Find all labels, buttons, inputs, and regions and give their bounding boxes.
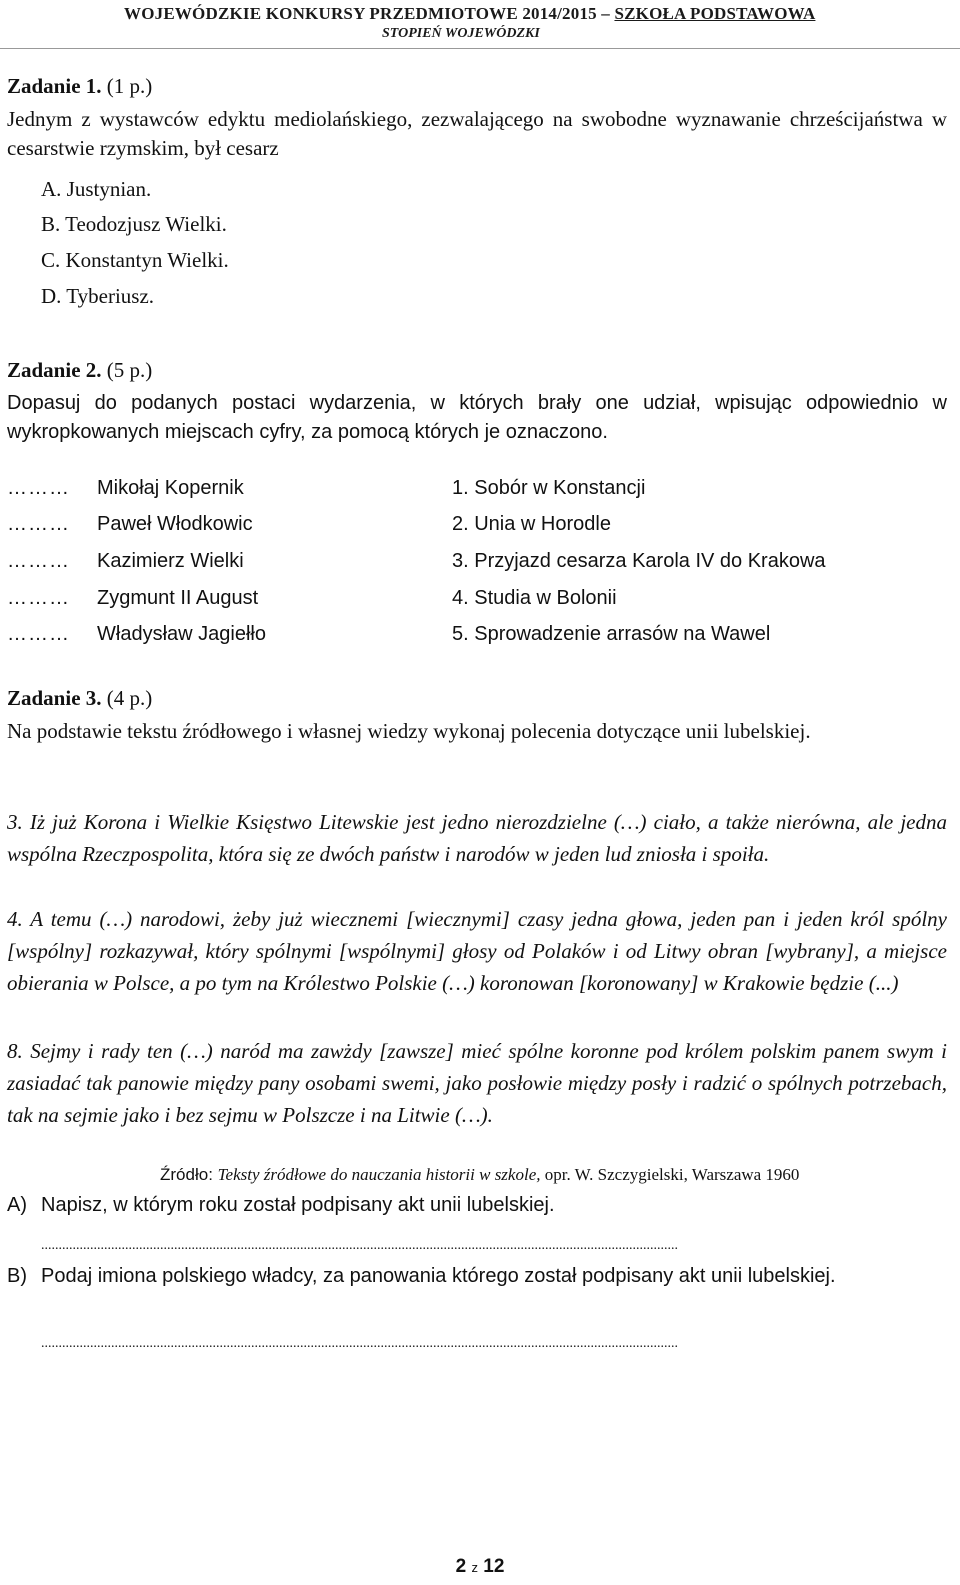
task2-event-2: 2. Unia w Horodle	[452, 513, 611, 535]
task2-person-5	[7, 623, 266, 646]
total-pages: 12	[483, 1556, 505, 1577]
task1-question: Jednym z wystawców edyktu mediolańskiego, zezwalającego na swobodne wyznawanie chrześcijaństwa w cesarstwie rzymskim, był cesarz	[7, 107, 947, 160]
header-divider	[0, 48, 960, 49]
task2-event-3: 3. Przyjazd cesarza Karola IV do Krakowa	[452, 550, 826, 572]
question-label: A)	[7, 1194, 27, 1216]
answer-line-b[interactable]: ......................................................................................................................................................................................	[41, 1336, 678, 1351]
task2-event-4: 4. Studia w Bolonii	[452, 587, 617, 609]
answer-blank[interactable]: ………	[7, 587, 70, 609]
task1-title	[7, 74, 152, 99]
task2-points: (5 p.)	[106, 358, 153, 382]
person-name: Kazimierz Wielki	[97, 550, 244, 572]
person-name: Zygmunt II August	[97, 587, 259, 609]
page-number	[0, 1556, 960, 1578]
task1-option-c: C. Konstantyn Wielki.	[41, 248, 229, 272]
page-separator: z	[471, 1560, 478, 1575]
task2-person-2	[7, 513, 253, 536]
person-name: Władysław Jagiełło	[97, 623, 266, 645]
source-paragraph-3: 3. Iż już Korona i Wielkie Księstwo Litewskie jest jedno nierozdzielne (…) ciało, a także nierówna, ale jedna wspólna Rzeczpospolita, która się ze dwóch państw i narodów w jeden lud zniosła i spoiła.	[7, 810, 947, 866]
task1-option-b: B. Teodozjusz Wielki.	[41, 212, 227, 236]
question-text: Podaj imiona polskiego władcy, za panowania którego został podpisany akt unii lubelskiej.	[41, 1265, 836, 1287]
person-name: Paweł Włodkowic	[97, 513, 253, 535]
task2-person-4	[7, 587, 258, 610]
task3-instruction: Na podstawie tekstu źródłowego i własnej wiedzy wykonaj polecenia dotyczące unii lubelskiej.	[7, 719, 811, 743]
answer-line-a[interactable]: ......................................................................................................................................................................................	[41, 1238, 678, 1253]
task3-question-a	[7, 1191, 947, 1220]
header-subtitle: STOPIEŃ WOJEWÓDZKI	[382, 26, 540, 41]
source-details: opr. W. Szczygielski, Warszawa 1960	[544, 1165, 800, 1184]
task2-person-1	[7, 477, 244, 500]
question-label: B)	[7, 1265, 27, 1287]
answer-blank[interactable]: ………	[7, 477, 70, 499]
task3-points: (4 p.)	[106, 686, 153, 710]
source-citation: Źródło: Teksty źródłowe do nauczania historii w szkole, opr. W. Szczygielski, Warszawa 1960	[160, 1165, 800, 1184]
task1-option-d: D. Tyberiusz.	[41, 284, 155, 308]
answer-blank[interactable]: ………	[7, 623, 70, 645]
task1-points: (1 p.)	[106, 74, 153, 98]
current-page: 2	[455, 1556, 467, 1577]
person-name: Mikołaj Kopernik	[97, 477, 244, 499]
source-label: Źródło	[160, 1165, 209, 1184]
task1-option-a: A. Justynian.	[41, 177, 152, 201]
header-title	[124, 4, 815, 24]
header-title-school: SZKOŁA PODSTAWOWA	[614, 4, 816, 23]
task2-instruction: Dopasuj do podanych postaci wydarzenia, w których brały one udział, wpisując odpowiednio w wykropkowanych miejscach cyfry, za pomocą których je oznaczono.	[7, 392, 947, 443]
question-text: Napisz, w którym roku został podpisany akt unii lubelskiej.	[41, 1194, 555, 1216]
task2-title-label: Zadanie 2.	[7, 358, 102, 382]
task2-event-1: 1. Sobór w Konstancji	[452, 477, 646, 499]
task1-title-label: Zadanie 1.	[7, 74, 102, 98]
source-paragraph-8: 8. Sejmy i rady ten (…) naród ma zawżdy [zawsze] mieć spólne koronne pod królem polskim panem swym i zasiadać tak panowie między pany osobami swemi, jako posłowie między posły i radzić o spólnych potrzebach, tak na sejmie jako i bez sejmu w Polszcze i na Litwie (…).	[7, 1039, 947, 1127]
source-title: Teksty źródłowe do nauczania historii w szkole,	[217, 1165, 541, 1184]
task3-question-b	[7, 1262, 947, 1291]
task2-event-5: 5. Sprowadzenie arrasów na Wawel	[452, 623, 771, 645]
task2-title	[7, 358, 152, 383]
source-paragraph-4: 4. A temu (…) narodowi, żeby już wiecznemi [wiecznymi] czasy jedna głowa, jeden pan i jeden król spólny [wspólny] rozkazywał, który spólnymi [wspólnymi] głosy od Polaków i od Litwy obran [wybrany], a miejsce obierania w Polsce, a po tym na Królestwo Polskie (…) koronowan [koronowany] w Krakowie będzie (...)	[7, 907, 947, 995]
task2-person-3	[7, 550, 244, 573]
answer-blank[interactable]: ………	[7, 550, 70, 572]
task3-title	[7, 686, 152, 711]
task3-title-label: Zadanie 3.	[7, 686, 102, 710]
header-title-prefix: WOJEWÓDZKIE KONKURSY PRZEDMIOTOWE 2014/2015 –	[124, 4, 615, 23]
answer-blank[interactable]: ………	[7, 513, 70, 535]
